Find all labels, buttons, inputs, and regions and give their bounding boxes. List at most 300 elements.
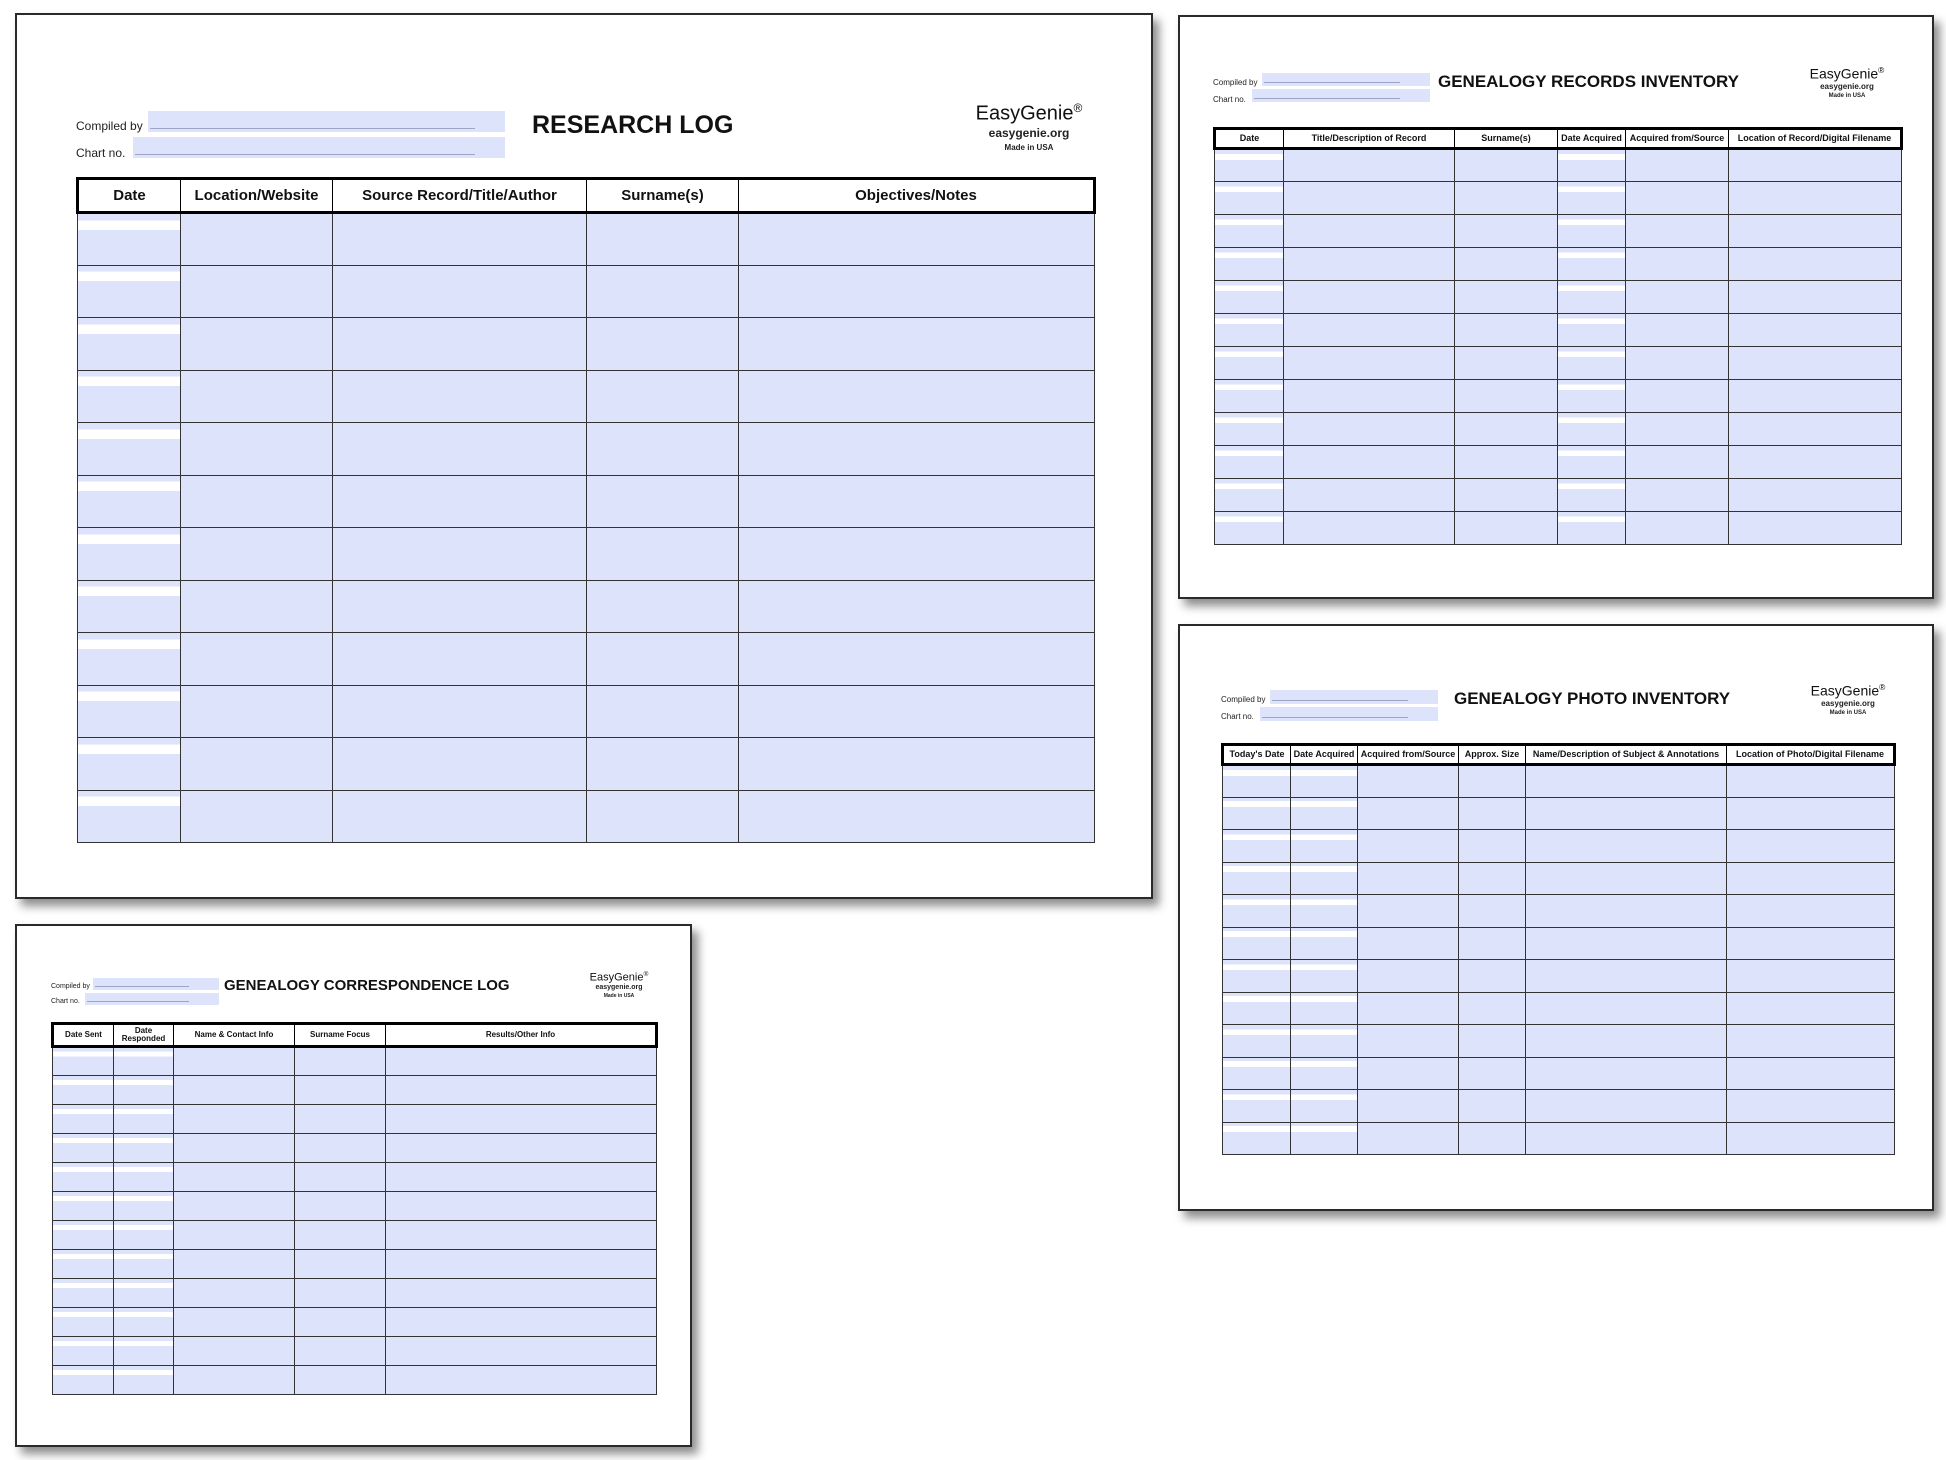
form-cell[interactable] (587, 475, 739, 528)
form-cell[interactable] (174, 1105, 295, 1134)
form-cell[interactable] (1284, 182, 1455, 215)
form-cell[interactable] (1358, 862, 1459, 895)
form-cell[interactable] (53, 1134, 114, 1163)
col-header: Date Sent (53, 1024, 114, 1047)
form-cell[interactable] (1284, 281, 1455, 314)
form-cell[interactable] (1626, 512, 1729, 545)
form-cell[interactable] (295, 1308, 386, 1337)
form-cell[interactable] (78, 318, 181, 371)
form-cell[interactable] (1526, 1090, 1727, 1123)
form-cell[interactable] (386, 1105, 657, 1134)
form-cell[interactable] (53, 1366, 114, 1395)
form-cell[interactable] (1215, 314, 1284, 347)
form-cell[interactable] (1455, 446, 1558, 479)
form-cell[interactable] (78, 528, 181, 581)
form-cell[interactable] (1729, 512, 1902, 545)
col-header: Today's Date (1223, 745, 1291, 765)
form-cell[interactable] (1223, 1025, 1291, 1058)
form-cell[interactable] (1455, 380, 1558, 413)
form-cell[interactable] (386, 1076, 657, 1105)
form-cell[interactable] (181, 738, 333, 791)
form-cell[interactable] (1215, 182, 1284, 215)
form-cell[interactable] (174, 1366, 295, 1395)
form-cell[interactable] (1291, 1122, 1358, 1155)
form-cell[interactable] (53, 1337, 114, 1366)
form-cell[interactable] (1729, 314, 1902, 347)
form-cell[interactable] (1626, 479, 1729, 512)
col-header: Location of Record/Digital Filename (1729, 129, 1902, 149)
form-cell[interactable] (295, 1105, 386, 1134)
form-cell[interactable] (1729, 248, 1902, 281)
form-cell[interactable] (333, 685, 587, 738)
form-cell[interactable] (53, 1308, 114, 1337)
table-body (53, 1047, 657, 1395)
form-cell[interactable] (1223, 830, 1291, 863)
form-cell[interactable] (1223, 1090, 1291, 1123)
form-cell[interactable] (1215, 512, 1284, 545)
form-cell[interactable] (181, 685, 333, 738)
table-row (1223, 862, 1895, 895)
form-cell[interactable] (1626, 446, 1729, 479)
form-cell[interactable] (739, 475, 1095, 528)
form-cell[interactable] (53, 1192, 114, 1221)
compiled-by-field[interactable] (93, 978, 219, 990)
form-cell[interactable] (1526, 830, 1727, 863)
table-row (78, 370, 1095, 423)
form-cell[interactable] (587, 318, 739, 371)
table-row (78, 265, 1095, 318)
form-cell[interactable] (114, 1337, 174, 1366)
form-cell[interactable] (386, 1047, 657, 1076)
form-cell[interactable] (739, 580, 1095, 633)
form-cell[interactable] (174, 1192, 295, 1221)
chart-no-field[interactable] (1260, 707, 1438, 721)
form-cell[interactable] (1291, 1057, 1358, 1090)
form-cell[interactable] (739, 528, 1095, 581)
form-cell[interactable] (1526, 895, 1727, 928)
table-row (53, 1366, 657, 1395)
form-cell[interactable] (295, 1192, 386, 1221)
form-cell[interactable] (1223, 1122, 1291, 1155)
form-cell[interactable] (587, 265, 739, 318)
form-cell[interactable] (1284, 215, 1455, 248)
form-cell[interactable] (1215, 380, 1284, 413)
form-cell[interactable] (1727, 1090, 1895, 1123)
form-cell[interactable] (333, 318, 587, 371)
compiled-by-label: Compiled by (51, 983, 90, 990)
form-cell[interactable] (295, 1337, 386, 1366)
form-cell[interactable] (587, 580, 739, 633)
form-cell[interactable] (739, 213, 1095, 266)
form-cell[interactable] (1284, 314, 1455, 347)
easygenie-logo (579, 971, 659, 999)
form-cell[interactable] (78, 790, 181, 843)
form-cell[interactable] (1526, 862, 1727, 895)
form-cell[interactable] (1526, 960, 1727, 993)
form-cell[interactable] (1223, 1057, 1291, 1090)
form-cell[interactable] (1455, 512, 1558, 545)
form-cell[interactable] (1526, 1025, 1727, 1058)
form-cell[interactable] (1727, 927, 1895, 960)
table-row (1223, 1122, 1895, 1155)
form-cell[interactable] (1455, 182, 1558, 215)
form-cell[interactable] (1459, 895, 1526, 928)
form-cell[interactable] (587, 213, 739, 266)
form-cell[interactable] (739, 685, 1095, 738)
form-cell[interactable] (1291, 1090, 1358, 1123)
form-cell[interactable] (386, 1163, 657, 1192)
form-cell[interactable] (1558, 446, 1626, 479)
form-cell[interactable] (1284, 446, 1455, 479)
form-cell[interactable] (114, 1221, 174, 1250)
form-cell[interactable] (1358, 830, 1459, 863)
form-cell[interactable] (114, 1192, 174, 1221)
table-body (78, 213, 1095, 843)
form-cell[interactable] (386, 1337, 657, 1366)
form-cell[interactable] (1284, 347, 1455, 380)
form-cell[interactable] (1284, 479, 1455, 512)
table-row (1215, 248, 1902, 281)
form-cell[interactable] (295, 1250, 386, 1279)
form-cell[interactable] (1455, 413, 1558, 446)
form-cell[interactable] (174, 1076, 295, 1105)
form-cell[interactable] (333, 790, 587, 843)
form-cell[interactable] (1215, 413, 1284, 446)
form-cell[interactable] (1215, 347, 1284, 380)
form-cell[interactable] (174, 1047, 295, 1076)
form-cell[interactable] (1558, 182, 1626, 215)
form-cell[interactable] (739, 370, 1095, 423)
form-cell[interactable] (78, 213, 181, 266)
form-cell[interactable] (114, 1163, 174, 1192)
form-cell[interactable] (53, 1105, 114, 1134)
form-cell[interactable] (1626, 281, 1729, 314)
form-cell[interactable] (1223, 895, 1291, 928)
table-row (1215, 479, 1902, 512)
form-cell[interactable] (53, 1163, 114, 1192)
form-cell[interactable] (78, 580, 181, 633)
form-cell[interactable] (1727, 960, 1895, 993)
form-cell[interactable] (1215, 215, 1284, 248)
form-cell[interactable] (1291, 895, 1358, 928)
form-cell[interactable] (114, 1250, 174, 1279)
chart-no-label: Chart no. (1213, 95, 1246, 104)
form-cell[interactable] (1727, 992, 1895, 1025)
form-cell[interactable] (1459, 830, 1526, 863)
form-cell[interactable] (295, 1076, 386, 1105)
form-cell[interactable] (53, 1221, 114, 1250)
form-cell[interactable] (295, 1366, 386, 1395)
form-cell[interactable] (1455, 149, 1558, 182)
form-cell[interactable] (739, 318, 1095, 371)
form-cell[interactable] (181, 318, 333, 371)
form-cell[interactable] (1558, 149, 1626, 182)
form-cell[interactable] (1727, 862, 1895, 895)
form-cell[interactable] (1727, 895, 1895, 928)
form-cell[interactable] (181, 475, 333, 528)
form-cell[interactable] (295, 1134, 386, 1163)
compiled-by-field[interactable] (148, 111, 505, 132)
form-cell[interactable] (1291, 797, 1358, 830)
form-cell[interactable] (386, 1279, 657, 1308)
col-header: Surname(s) (1455, 129, 1558, 149)
compiled-by-field[interactable] (1270, 690, 1438, 704)
form-cell[interactable] (78, 370, 181, 423)
form-cell[interactable] (386, 1192, 657, 1221)
form-cell[interactable] (333, 265, 587, 318)
form-cell[interactable] (1291, 927, 1358, 960)
form-cell[interactable] (1291, 765, 1358, 798)
form-cell[interactable] (1727, 1025, 1895, 1058)
form-cell[interactable] (1284, 413, 1455, 446)
form-cell[interactable] (78, 265, 181, 318)
form-cell[interactable] (174, 1134, 295, 1163)
form-cell[interactable] (1558, 281, 1626, 314)
form-cell[interactable] (1626, 413, 1729, 446)
form-cell[interactable] (1358, 1057, 1459, 1090)
form-cell[interactable] (174, 1221, 295, 1250)
form-cell[interactable] (78, 423, 181, 476)
form-cell[interactable] (1729, 149, 1902, 182)
form-cell[interactable] (386, 1366, 657, 1395)
form-cell[interactable] (1729, 380, 1902, 413)
form-cell[interactable] (53, 1047, 114, 1076)
form-cell[interactable] (1558, 314, 1626, 347)
form-cell[interactable] (114, 1366, 174, 1395)
form-cell[interactable] (1455, 248, 1558, 281)
form-cell[interactable] (333, 475, 587, 528)
form-cell[interactable] (587, 685, 739, 738)
form-cell[interactable] (1284, 149, 1455, 182)
form-cell[interactable] (333, 423, 587, 476)
form-cell[interactable] (78, 738, 181, 791)
form-cell[interactable] (386, 1221, 657, 1250)
form-cell[interactable] (1215, 479, 1284, 512)
form-cell[interactable] (1729, 347, 1902, 380)
form-cell[interactable] (587, 738, 739, 791)
form-cell[interactable] (181, 370, 333, 423)
form-cell[interactable] (1459, 1122, 1526, 1155)
compiled-by-field[interactable] (1262, 73, 1430, 86)
form-cell[interactable] (1291, 862, 1358, 895)
form-cell[interactable] (1455, 281, 1558, 314)
form-cell[interactable] (1215, 281, 1284, 314)
form-cell[interactable] (1526, 765, 1727, 798)
form-cell[interactable] (1291, 960, 1358, 993)
form-cell[interactable] (174, 1163, 295, 1192)
form-cell[interactable] (1626, 380, 1729, 413)
form-cell[interactable] (1215, 446, 1284, 479)
form-cell[interactable] (1459, 1090, 1526, 1123)
form-cell[interactable] (1558, 347, 1626, 380)
form-cell[interactable] (295, 1279, 386, 1308)
form-cell[interactable] (587, 790, 739, 843)
form-cell[interactable] (1358, 992, 1459, 1025)
form-cell[interactable] (1358, 1090, 1459, 1123)
form-cell[interactable] (333, 738, 587, 791)
form-cell[interactable] (181, 423, 333, 476)
form-cell[interactable] (1727, 1122, 1895, 1155)
form-cell[interactable] (1526, 1122, 1727, 1155)
form-cell[interactable] (174, 1250, 295, 1279)
form-cell[interactable] (1727, 830, 1895, 863)
form-cell[interactable] (181, 580, 333, 633)
form-cell[interactable] (181, 265, 333, 318)
form-cell[interactable] (295, 1163, 386, 1192)
form-cell[interactable] (739, 790, 1095, 843)
form-cell[interactable] (1223, 765, 1291, 798)
form-cell[interactable] (739, 265, 1095, 318)
form-cell[interactable] (1459, 992, 1526, 1025)
form-cell[interactable] (1215, 149, 1284, 182)
form-cell[interactable] (333, 633, 587, 686)
form-cell[interactable] (1727, 1057, 1895, 1090)
form-cell[interactable] (1455, 215, 1558, 248)
form-cell[interactable] (1626, 314, 1729, 347)
form-cell[interactable] (1729, 413, 1902, 446)
form-cell[interactable] (1459, 927, 1526, 960)
form-cell[interactable] (1291, 992, 1358, 1025)
form-cell[interactable] (1291, 1025, 1358, 1058)
form-cell[interactable] (1358, 1025, 1459, 1058)
form-cell[interactable] (1526, 927, 1727, 960)
form-cell[interactable] (181, 528, 333, 581)
form-cell[interactable] (1215, 248, 1284, 281)
form-cell[interactable] (295, 1221, 386, 1250)
form-cell[interactable] (295, 1047, 386, 1076)
form-cell[interactable] (114, 1105, 174, 1134)
form-cell[interactable] (1727, 797, 1895, 830)
form-cell[interactable] (1358, 797, 1459, 830)
form-cell[interactable] (53, 1250, 114, 1279)
form-cell[interactable] (1626, 149, 1729, 182)
form-cell[interactable] (1291, 830, 1358, 863)
form-cell[interactable] (53, 1076, 114, 1105)
form-cell[interactable] (1558, 380, 1626, 413)
form-cell[interactable] (1455, 314, 1558, 347)
chart-no-field[interactable] (1252, 89, 1430, 102)
form-cell[interactable] (53, 1279, 114, 1308)
form-cell[interactable] (1223, 862, 1291, 895)
table-row (1215, 347, 1902, 380)
form-cell[interactable] (1626, 215, 1729, 248)
form-cell[interactable] (386, 1308, 657, 1337)
form-cell[interactable] (1459, 765, 1526, 798)
form-cell[interactable] (114, 1076, 174, 1105)
table-row (1215, 446, 1902, 479)
form-cell[interactable] (114, 1134, 174, 1163)
form-cell[interactable] (333, 580, 587, 633)
form-cell[interactable] (1455, 479, 1558, 512)
form-cell[interactable] (181, 213, 333, 266)
form-cell[interactable] (1729, 281, 1902, 314)
table-row (1223, 797, 1895, 830)
form-cell[interactable] (587, 528, 739, 581)
form-cell[interactable] (1459, 960, 1526, 993)
form-cell[interactable] (1729, 215, 1902, 248)
form-cell[interactable] (174, 1279, 295, 1308)
form-cell[interactable] (181, 633, 333, 686)
form-cell[interactable] (1526, 1057, 1727, 1090)
form-cell[interactable] (1223, 992, 1291, 1025)
form-cell[interactable] (386, 1250, 657, 1279)
col-header: Title/Description of Record (1284, 129, 1455, 149)
form-cell[interactable] (1459, 797, 1526, 830)
form-cell[interactable] (1223, 960, 1291, 993)
form-cell[interactable] (1284, 380, 1455, 413)
form-cell[interactable] (587, 633, 739, 686)
form-cell[interactable] (1626, 182, 1729, 215)
col-header: Acquired from/Source (1358, 745, 1459, 765)
form-cell[interactable] (174, 1337, 295, 1366)
table-row (53, 1279, 657, 1308)
form-cell[interactable] (1284, 512, 1455, 545)
form-cell[interactable] (78, 633, 181, 686)
form-cell[interactable] (1284, 248, 1455, 281)
form-cell[interactable] (1626, 248, 1729, 281)
form-cell[interactable] (1358, 1122, 1459, 1155)
form-cell[interactable] (1558, 215, 1626, 248)
form-cell[interactable] (1729, 446, 1902, 479)
form-cell[interactable] (114, 1047, 174, 1076)
form-cell[interactable] (1626, 347, 1729, 380)
form-cell[interactable] (1558, 512, 1626, 545)
form-cell[interactable] (333, 370, 587, 423)
form-cell[interactable] (1455, 347, 1558, 380)
form-cell[interactable] (114, 1279, 174, 1308)
form-cell[interactable] (174, 1308, 295, 1337)
form-cell[interactable] (1358, 765, 1459, 798)
form-cell[interactable] (1358, 895, 1459, 928)
chart-no-field[interactable] (133, 137, 505, 158)
table-row (53, 1134, 657, 1163)
form-cell[interactable] (1358, 927, 1459, 960)
form-cell[interactable] (739, 738, 1095, 791)
form-cell[interactable] (386, 1134, 657, 1163)
form-cell[interactable] (1558, 413, 1626, 446)
form-cell[interactable] (1727, 765, 1895, 798)
table-row (53, 1337, 657, 1366)
form-cell[interactable] (78, 475, 181, 528)
form-cell[interactable] (1729, 479, 1902, 512)
form-cell[interactable] (587, 423, 739, 476)
form-cell[interactable] (1459, 862, 1526, 895)
chart-no-field[interactable] (85, 993, 219, 1005)
form-cell[interactable] (1558, 479, 1626, 512)
form-cell[interactable] (1223, 797, 1291, 830)
form-cell[interactable] (114, 1308, 174, 1337)
table-row (1215, 314, 1902, 347)
form-cell[interactable] (1358, 960, 1459, 993)
form-cell[interactable] (739, 423, 1095, 476)
form-cell[interactable] (333, 528, 587, 581)
form-cell[interactable] (739, 633, 1095, 686)
compiled-by-label: Compiled by (1221, 695, 1266, 704)
table-row (1223, 895, 1895, 928)
form-cell[interactable] (181, 790, 333, 843)
table-row (1215, 281, 1902, 314)
form-cell[interactable] (1526, 797, 1727, 830)
form-cell[interactable] (78, 685, 181, 738)
form-cell[interactable] (1459, 1057, 1526, 1090)
form-cell[interactable] (1223, 927, 1291, 960)
form-cell[interactable] (1558, 248, 1626, 281)
form-cell[interactable] (1729, 182, 1902, 215)
form-cell[interactable] (1459, 1025, 1526, 1058)
form-cell[interactable] (1526, 992, 1727, 1025)
form-cell[interactable] (587, 370, 739, 423)
form-cell[interactable] (333, 213, 587, 266)
